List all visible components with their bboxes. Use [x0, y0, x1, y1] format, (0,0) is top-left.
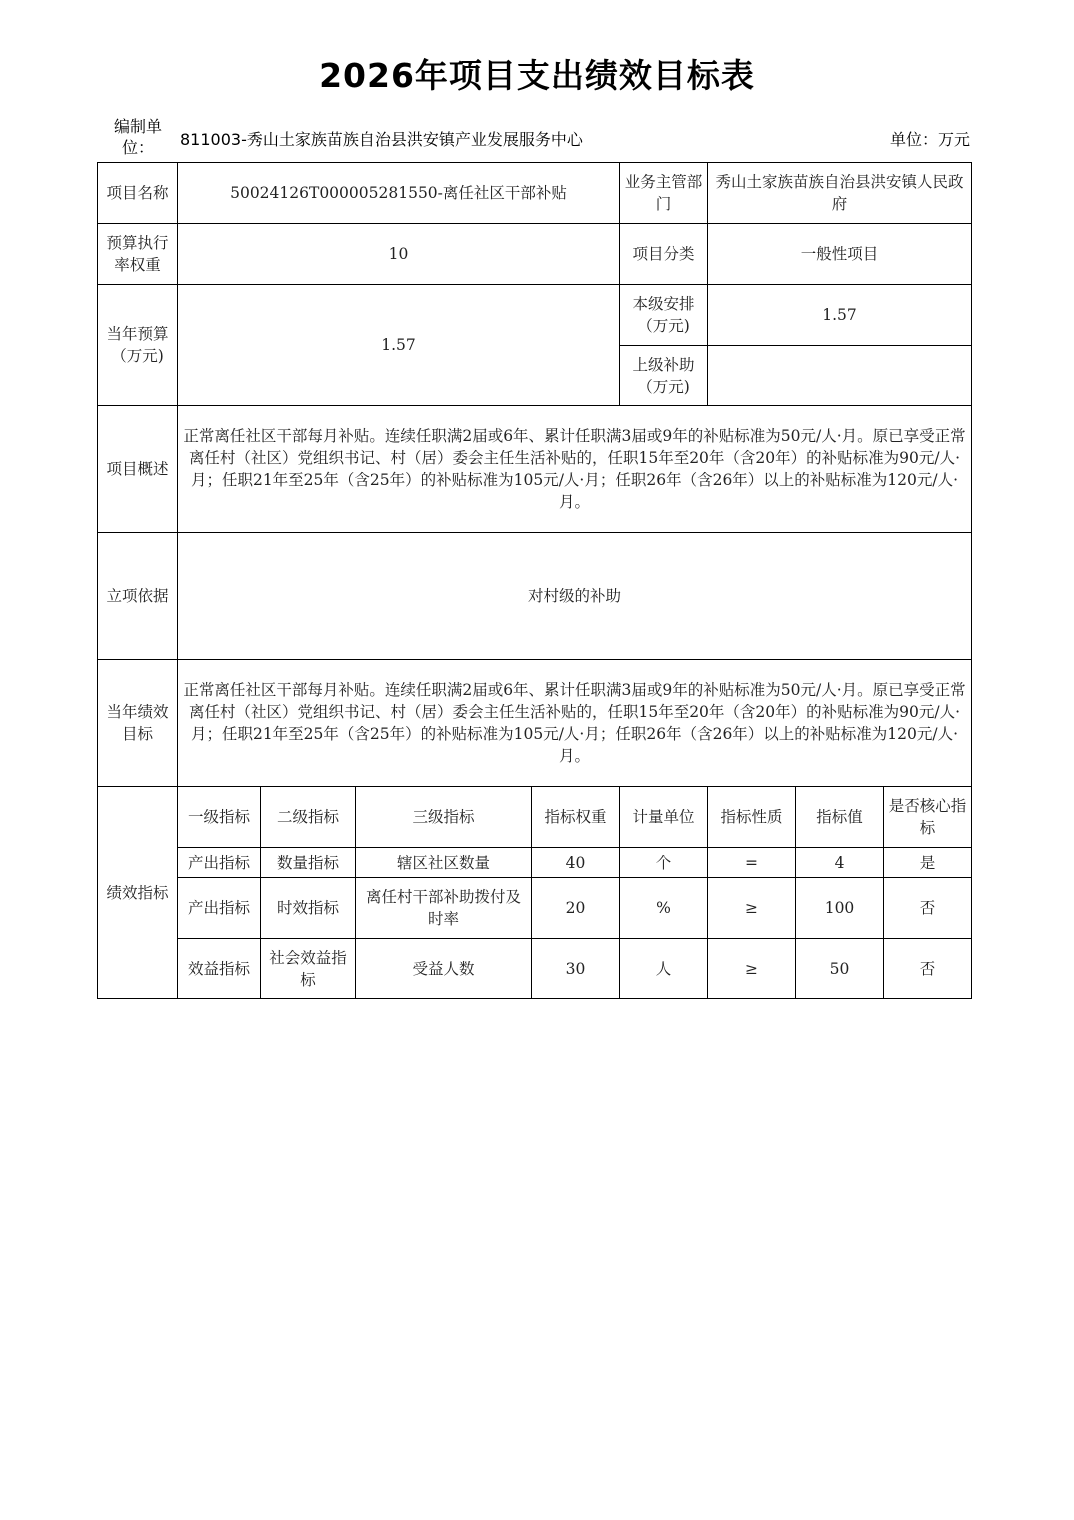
level3-cell: 离任村干部补助拨付及时率 — [356, 878, 532, 939]
table-row — [98, 939, 972, 999]
table-row — [98, 878, 972, 939]
overview-value: 正常离任社区干部每月补贴。连续任职满2届或6年、累计任职满3届或9年的补贴标准为50元/人·月。原已享受正常离任村（社区）党组织书记、村（居）委会主任生活补贴的，任职15年至20年（含20年）的补贴标准为90元/人·月；任职21年至25年（含25年）的补贴标准为105元/人·月；任职26年（含26年）以上的补贴标准为120元/人·月。 — [178, 406, 972, 533]
level1-cell: 产出指标 — [178, 848, 261, 878]
budget-value: 1.57 — [178, 285, 620, 406]
header-nature: 指标性质 — [708, 787, 796, 848]
goal-label: 当年绩效目标 — [98, 660, 178, 787]
header-level3: 三级指标 — [356, 787, 532, 848]
weight-label: 预算执行率权重 — [98, 224, 178, 285]
level3-cell: 辖区社区数量 — [356, 848, 532, 878]
row-overview — [98, 406, 972, 533]
nature-cell: ≥ — [708, 878, 796, 939]
budget-label: 当年预算（万元) — [98, 285, 178, 406]
level1-cell: 效益指标 — [178, 939, 261, 999]
dept-value: 秀山土家族苗族自治县洪安镇人民政府 — [708, 163, 972, 224]
page-title: 2026年项目支出绩效目标表 — [319, 56, 755, 95]
upper-value — [708, 346, 972, 406]
category-value: 一般性项目 — [708, 224, 972, 285]
header-core: 是否核心指标 — [884, 787, 972, 848]
weight-cell: 20 — [532, 878, 620, 939]
header-unit: 计量单位 — [620, 787, 708, 848]
local-label: 本级安排（万元) — [620, 285, 708, 346]
header-level2: 二级指标 — [261, 787, 356, 848]
header-value: 指标值 — [796, 787, 884, 848]
nature-cell: = — [708, 848, 796, 878]
local-value: 1.57 — [708, 285, 972, 346]
core-cell: 否 — [884, 878, 972, 939]
overview-label: 项目概述 — [98, 406, 178, 533]
level2-cell: 数量指标 — [261, 848, 356, 878]
weight-cell: 30 — [532, 939, 620, 999]
unit-cell: 人 — [620, 939, 708, 999]
unit-label: 单位：万元 — [889, 130, 970, 149]
table-row — [98, 848, 972, 878]
weight-cell: 40 — [532, 848, 620, 878]
project-name-value: 50024126T000005281550-离任社区干部补贴 — [178, 163, 620, 224]
unit-cell: % — [620, 878, 708, 939]
value-cell: 50 — [796, 939, 884, 999]
level3-cell: 受益人数 — [356, 939, 532, 999]
dept-label: 业务主管部门 — [620, 163, 708, 224]
project-name-label: 项目名称 — [98, 163, 178, 224]
row-goal — [98, 660, 972, 787]
unit-cell: 个 — [620, 848, 708, 878]
level1-cell: 产出指标 — [178, 878, 261, 939]
indicator-header-row — [98, 787, 972, 848]
core-cell: 否 — [884, 939, 972, 999]
core-cell: 是 — [884, 848, 972, 878]
weight-value: 10 — [178, 224, 620, 285]
indicators-section-label: 绩效指标 — [98, 787, 178, 999]
org-label: 编制单位： — [113, 117, 162, 157]
row-basis — [98, 533, 972, 660]
row-budget — [98, 285, 972, 346]
header-level1: 一级指标 — [178, 787, 261, 848]
level2-cell: 社会效益指标 — [261, 939, 356, 999]
goal-value: 正常离任社区干部每月补贴。连续任职满2届或6年、累计任职满3届或9年的补贴标准为50元/人·月。原已享受正常离任村（社区）党组织书记、村（居）委会主任生活补贴的，任职15年至20年（含20年）的补贴标准为90元/人·月；任职21年至25年（含25年）的补贴标准为105元/人·月；任职26年（含26年）以上的补贴标准为120元/人·月。 — [178, 660, 972, 787]
value-cell: 100 — [796, 878, 884, 939]
row-weight — [98, 224, 972, 285]
performance-table — [97, 162, 972, 999]
level2-cell: 时效指标 — [261, 878, 356, 939]
upper-label: 上级补助（万元) — [620, 346, 708, 406]
basis-label: 立项依据 — [98, 533, 178, 660]
nature-cell: ≥ — [708, 939, 796, 999]
header-weight: 指标权重 — [532, 787, 620, 848]
basis-value: 对村级的补助 — [178, 533, 972, 660]
org-value: 811003-秀山土家族苗族自治县洪安镇产业发展服务中心 — [180, 130, 583, 149]
row-project-name — [98, 163, 972, 224]
value-cell: 4 — [796, 848, 884, 878]
category-label: 项目分类 — [620, 224, 708, 285]
